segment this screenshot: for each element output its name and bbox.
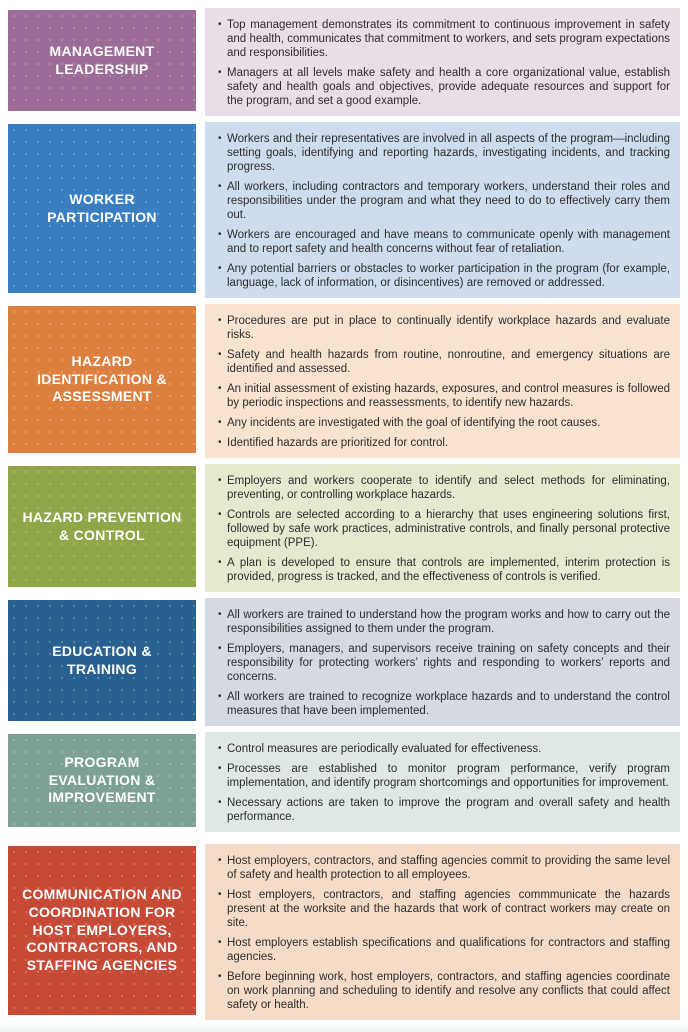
bullet-item — [218, 742, 670, 756]
bullet-marker-icon: • — [218, 437, 222, 448]
bullet-text: All workers are trained to recognize workplace hazards and to understand the control measures that have been implemented. — [227, 691, 670, 717]
bullet-item — [218, 180, 670, 222]
bullet-item — [218, 796, 670, 824]
section-title-box — [8, 124, 196, 293]
section-program-evaluation-improvement — [8, 732, 680, 832]
bullet-marker-icon: • — [218, 229, 222, 240]
section-detail-panel — [205, 844, 680, 1020]
section-title-box — [8, 734, 196, 827]
bullet-item — [218, 18, 670, 60]
section-detail-panel — [205, 122, 680, 298]
bullet-marker-icon: • — [218, 19, 222, 30]
section-title-box — [8, 10, 196, 111]
bullet-list — [218, 474, 670, 584]
bullet-item — [218, 66, 670, 108]
bullet-text: Safety and health hazards from routine, nonroutine, and emergency situations are identified and assessed. — [227, 349, 670, 375]
bullet-item — [218, 382, 670, 410]
bullet-item — [218, 854, 670, 882]
bullet-item — [218, 936, 670, 964]
bullet-item — [218, 416, 670, 430]
bullet-text: Any potential barriers or obstacles to worker participation in the program (for example, language, lack of information, or disincentives) are removed or addressed. — [227, 263, 670, 289]
bullet-marker-icon: • — [218, 315, 222, 326]
bullet-marker-icon: • — [218, 509, 222, 520]
bullet-item — [218, 348, 670, 376]
section-worker-participation — [8, 122, 680, 298]
bullet-item — [218, 608, 670, 636]
bullet-list — [218, 18, 670, 108]
section-title: EDUCATION & TRAINING — [52, 642, 152, 677]
section-title: COMMUNICATION AND COORDINATION FOR HOST EMPLOYERS, CONTRACTORS, AND STAFFING AGENCIES — [22, 886, 182, 973]
bullet-item — [218, 762, 670, 790]
bullet-item — [218, 970, 670, 1012]
section-title-box — [8, 466, 196, 587]
bullet-marker-icon: • — [218, 797, 222, 808]
bullet-text: Employers and workers cooperate to identify and select methods for eliminating, preventing, or controlling workplace hazards. — [227, 475, 670, 501]
bullet-text: All workers, including contractors and temporary workers, understand their roles and responsibilities under the program and what they need to do to effectively carry them out. — [227, 181, 670, 221]
bullet-marker-icon: • — [218, 557, 222, 568]
bullet-text: All workers are trained to understand how the program works and how to carry out the responsibilities assigned to them under the program. — [227, 609, 670, 635]
bullet-marker-icon: • — [218, 971, 222, 982]
bullet-list — [218, 132, 670, 290]
bullet-text: Top management demonstrates its commitment to continuous improvement in safety and health, communicates that commitment to workers, and sets program expectations and responsibilities. — [227, 19, 670, 59]
section-detail-panel — [205, 464, 680, 592]
bullet-text: A plan is developed to ensure that controls are implemented, interim protection is provided, progress is tracked, and the effectiveness of controls is verified. — [227, 557, 670, 583]
bullet-text: An initial assessment of existing hazards, exposures, and control measures is followed by periodic inspections and reassessments, to identify new hazards. — [227, 383, 670, 409]
section-title: HAZARD IDENTIFICATION & ASSESSMENT — [37, 353, 167, 405]
bullet-marker-icon: • — [218, 937, 222, 948]
bullet-marker-icon: • — [218, 889, 222, 900]
bullet-text: Any incidents are investigated with the goal of identifying the root causes. — [227, 417, 601, 429]
bullet-text: Processes are established to monitor program performance, verify program implementation, and identify program shortcomings and opportunities for improvement. — [227, 763, 670, 789]
bullet-item — [218, 642, 670, 684]
bullet-marker-icon: • — [218, 855, 222, 866]
bullet-text: Host employers establish specifications and qualifications for contractors and staffing agencies. — [227, 937, 670, 963]
bullet-item — [218, 228, 670, 256]
bullet-text: Employers, managers, and supervisors receive training on safety concepts and their responsibility for protecting workers’ rights and responding to workers’ reports and concerns. — [227, 643, 670, 683]
bullet-list — [218, 742, 670, 824]
bullet-marker-icon: • — [218, 763, 222, 774]
section-title-box — [8, 600, 196, 721]
bullet-text: Identified hazards are prioritized for control. — [227, 437, 449, 449]
bullet-marker-icon: • — [218, 691, 222, 702]
bullet-item — [218, 474, 670, 502]
section-detail-panel — [205, 598, 680, 726]
bullet-item — [218, 314, 670, 342]
bullet-item — [218, 436, 670, 450]
bullet-item — [218, 262, 670, 290]
bullet-text: Before beginning work, host employers, contractors, and staffing agencies coordinate on work planning and scheduling to identify and resolve any conflicts that could affect safety or health. — [227, 971, 670, 1011]
section-hazard-prevention-control — [8, 464, 680, 592]
bullet-item — [218, 132, 670, 174]
bullet-marker-icon: • — [218, 643, 222, 654]
bullet-text: Procedures are put in place to continually identify workplace hazards and evaluate risks. — [227, 315, 670, 341]
bullet-list — [218, 608, 670, 718]
section-detail-panel — [205, 8, 680, 116]
bullet-marker-icon: • — [218, 67, 222, 78]
bullet-item — [218, 508, 670, 550]
page-bottom-shadow — [0, 1022, 688, 1032]
bullet-text: Controls are selected according to a hierarchy that uses engineering solutions first, followed by safe work practices, administrative controls, and finally personal protective equipment (PPE). — [227, 509, 670, 549]
bullet-item — [218, 690, 670, 718]
bullet-marker-icon: • — [218, 181, 222, 192]
bullet-text: Control measures are periodically evaluated for effectiveness. — [227, 743, 542, 755]
bullet-item — [218, 888, 670, 930]
section-title-box — [8, 846, 196, 1015]
section-detail-panel — [205, 732, 680, 832]
bullet-item — [218, 556, 670, 584]
section-title: HAZARD PREVENTION & CONTROL — [22, 508, 182, 543]
bullet-marker-icon: • — [218, 609, 222, 620]
bullet-marker-icon: • — [218, 743, 222, 754]
bullet-list — [218, 854, 670, 1012]
bullet-text: Managers at all levels make safety and health a core organizational value, establish safety and health goals and objectives, provide adequate resources and support for the program, and set a good example. — [227, 67, 670, 107]
bullet-text: Host employers, contractors, and staffing agencies commmunicate the hazards present at the worksite and the hazards that work of contract workers may create on site. — [227, 889, 670, 929]
bullet-marker-icon: • — [218, 263, 222, 274]
bullet-marker-icon: • — [218, 133, 222, 144]
bullet-marker-icon: • — [218, 383, 222, 394]
bullet-text: Host employers, contractors, and staffing agencies commit to providing the same level of safety and health protection to all employees. — [227, 855, 670, 881]
bullet-marker-icon: • — [218, 475, 222, 486]
bullet-marker-icon: • — [218, 417, 222, 428]
section-title-box — [8, 306, 196, 453]
section-education-training — [8, 598, 680, 726]
bullet-text: Necessary actions are taken to improve the program and overall safety and health performance. — [227, 797, 670, 823]
bullet-text: Workers are encouraged and have means to communicate openly with management and to report safety and health concerns without fear of retaliation. — [227, 229, 670, 255]
section-detail-panel — [205, 304, 680, 458]
section-management-leadership — [8, 8, 680, 116]
bullet-marker-icon: • — [218, 349, 222, 360]
section-title: MANAGEMENT LEADERSHIP — [49, 42, 155, 77]
section-communication-coordination — [8, 844, 680, 1020]
bullet-list — [218, 314, 670, 450]
bullet-text: Workers and their representatives are involved in all aspects of the program—including setting goals, identifying and reporting hazards, investigating incidents, and tracking progress. — [227, 133, 670, 173]
section-title: PROGRAM EVALUATION & IMPROVEMENT — [48, 754, 156, 806]
section-hazard-identification-assessment — [8, 304, 680, 458]
section-title: WORKER PARTICIPATION — [47, 190, 157, 225]
